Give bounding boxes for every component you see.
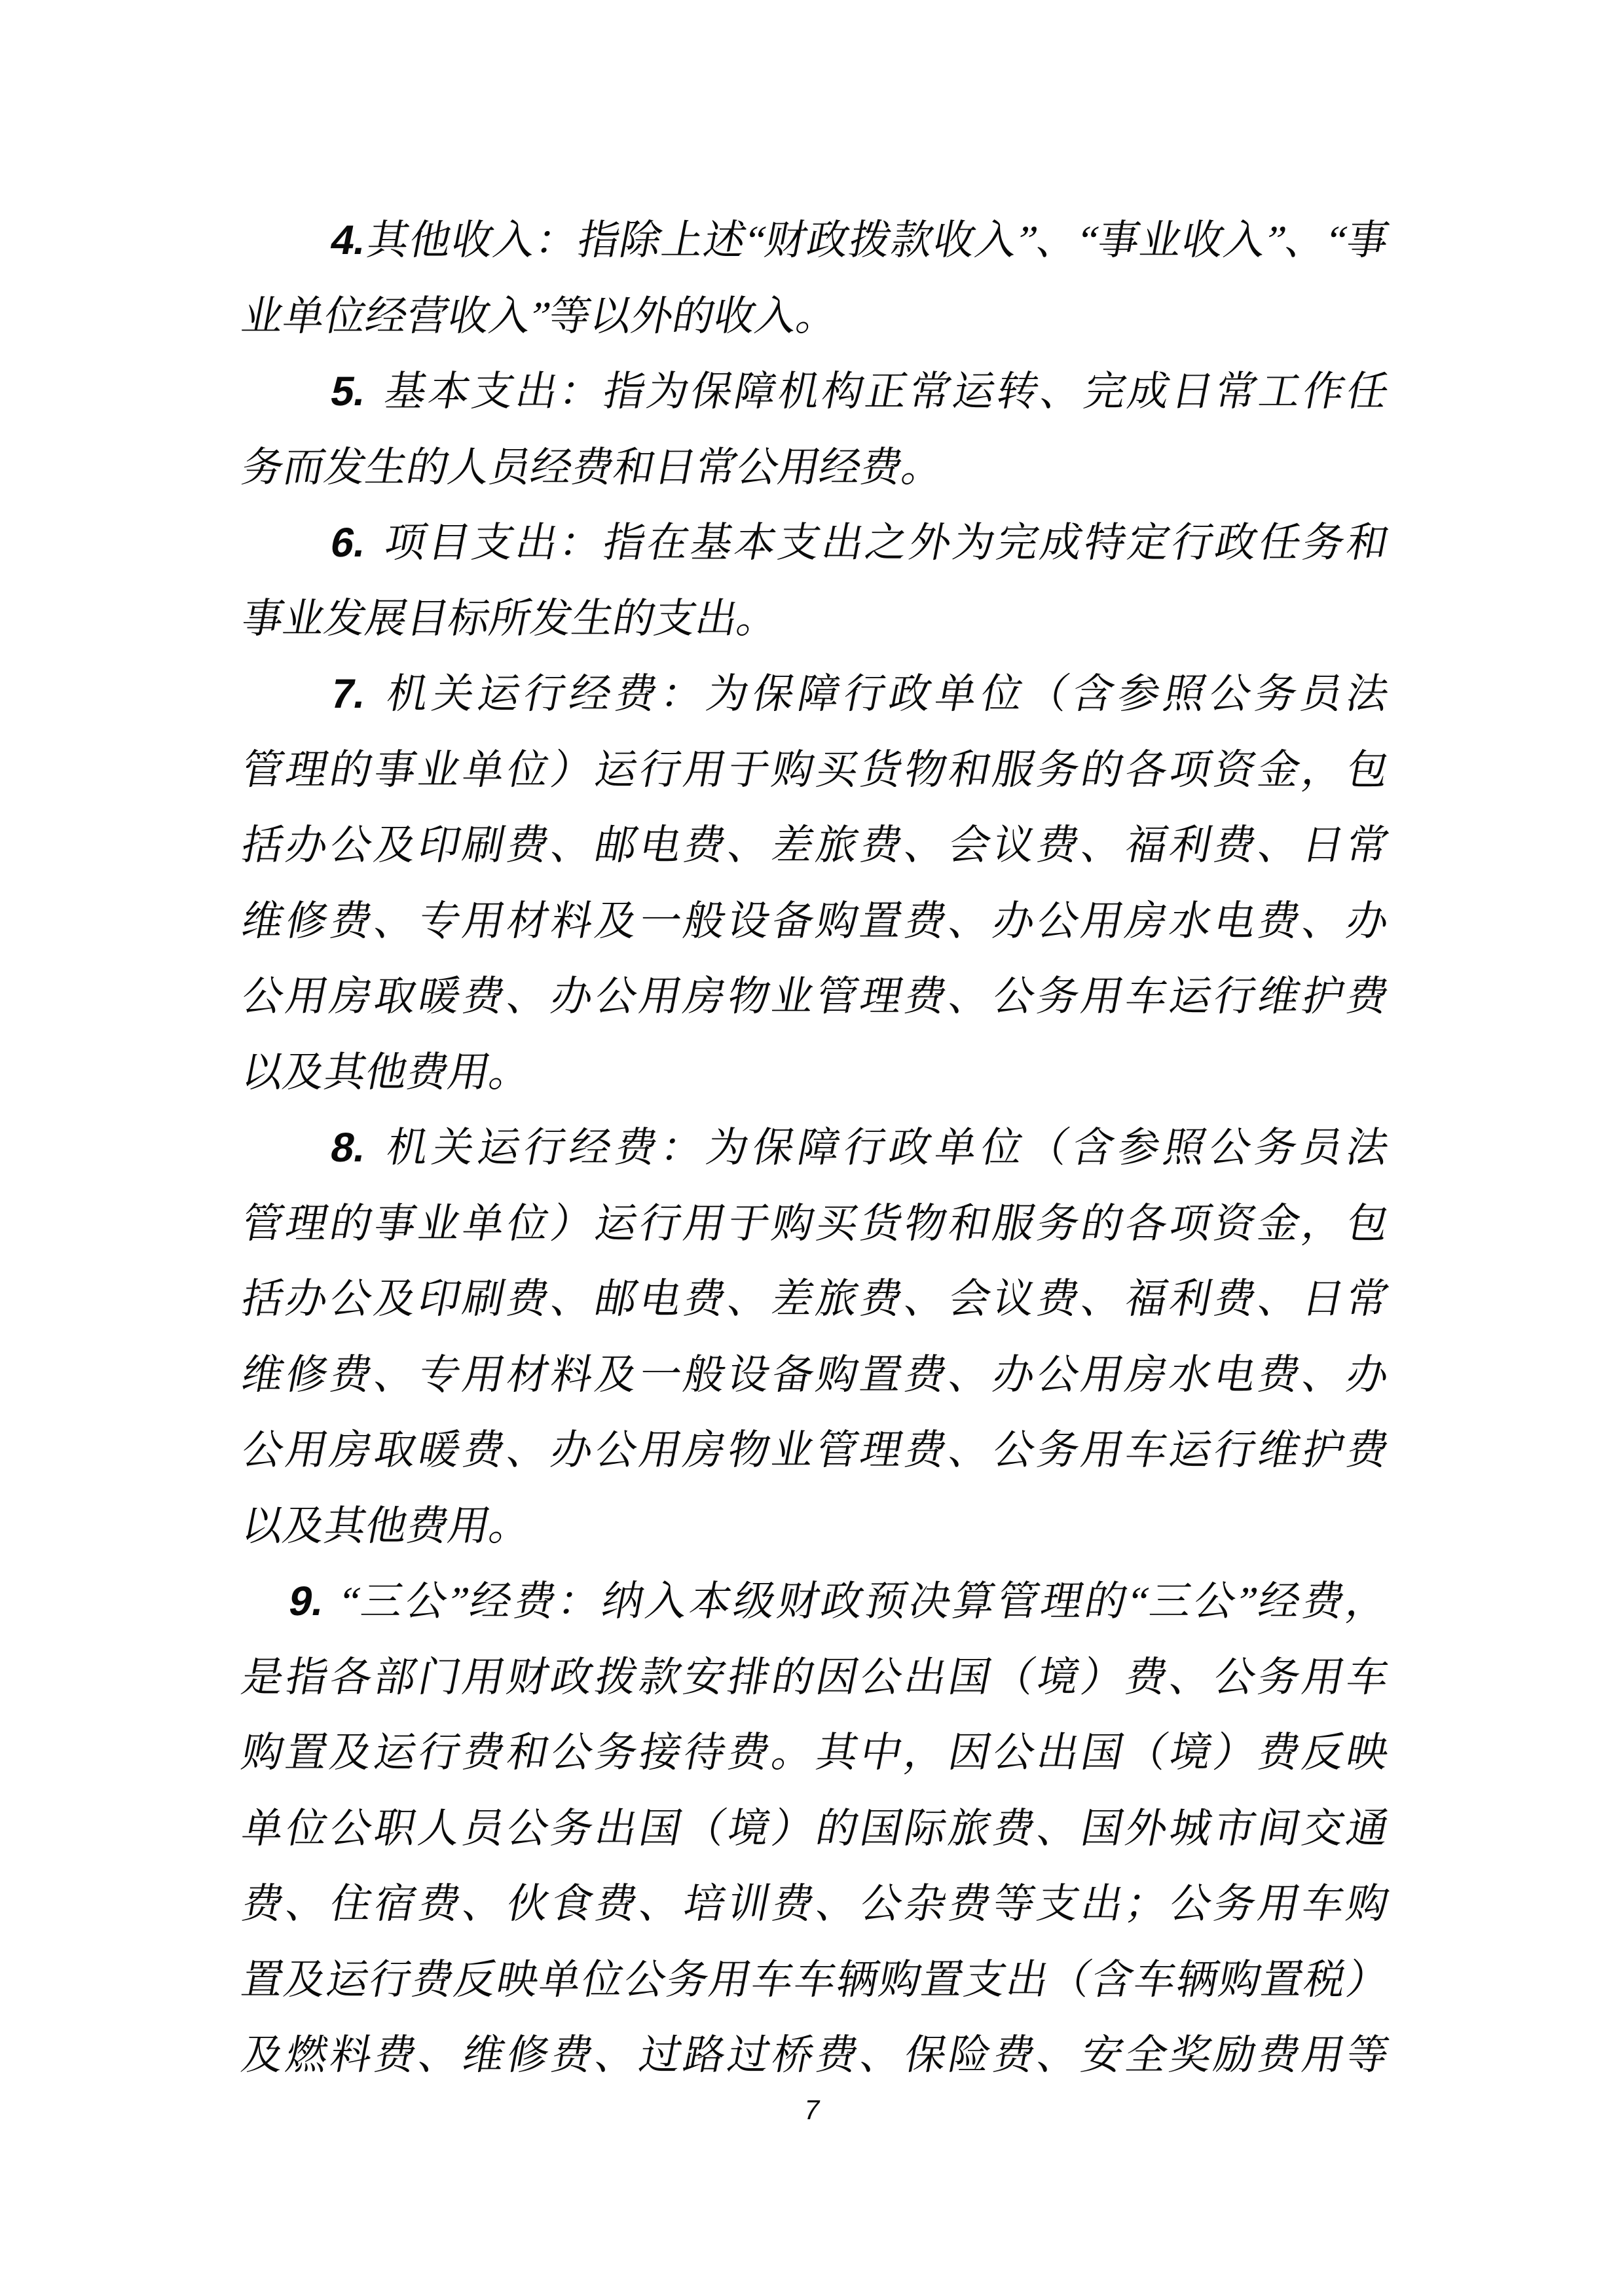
text-line <box>235 733 1395 809</box>
text-line <box>235 2018 1395 2094</box>
text-line <box>235 1867 1395 1942</box>
line-text: 务而发生的人员经费和日常公用经费。 <box>238 444 948 490</box>
line-text: 购置及运行费和公务接待费。其中，因公出国（境）费反映 <box>238 1730 1393 1776</box>
line-text: 维修费、专用材料及一般设备购置费、办公用房水电费、办 <box>238 1351 1393 1398</box>
text-line <box>235 1338 1395 1413</box>
line-text: 基本支出：指为保障机构正常运转、完成日常工作任 <box>378 369 1393 414</box>
list-number: 9. <box>285 1578 329 1624</box>
list-number: 8. <box>327 1125 371 1171</box>
line-text: 机关运行经费：为保障行政单位（含参照公务员法 <box>378 671 1393 717</box>
text-line <box>235 203 1395 279</box>
line-text: 以及其他费用。 <box>238 1503 536 1549</box>
line-text: 管理的事业单位）运行用于购买货物和服务的各项资金，包 <box>238 746 1393 793</box>
text-line <box>235 1791 1395 1867</box>
text-line <box>235 430 1395 506</box>
line-text: 项目支出：指在基本支出之外为完成特定行政任务和 <box>378 520 1393 566</box>
line-text: “三公”经费：纳入本级财政预决算管理的“三公”经费， <box>336 1578 1393 1624</box>
text-line <box>235 1564 1395 1640</box>
list-number: 6. <box>327 520 371 566</box>
line-text: 业单位经营收入”等以外的收入。 <box>238 293 843 339</box>
list-number: 7. <box>327 671 371 717</box>
text-line <box>235 1035 1395 1111</box>
line-text: 是指各部门用财政拨款安排的因公出国（境）费、公务用车 <box>238 1654 1393 1700</box>
line-text: 其他收入：指除上述“财政拨款收入”、“事业收入”、“事 <box>362 217 1393 263</box>
line-text: 及燃料费、维修费、过路过桥费、保险费、安全奖励费用等 <box>238 2032 1393 2078</box>
body-text <box>238 203 1393 2094</box>
line-text: 单位公职人员公务出国（境）的国际旅费、国外城市间交通 <box>238 1805 1393 1851</box>
text-line <box>235 884 1395 960</box>
text-line <box>235 1489 1395 1565</box>
line-text: 括办公及印刷费、邮电费、差旅费、会议费、福利费、日常 <box>238 1276 1393 1322</box>
text-line <box>235 1110 1395 1186</box>
page-number: 7 <box>801 2094 823 2125</box>
line-text: 公用房取暖费、办公用房物业管理费、公务用车运行维护费 <box>238 974 1393 1019</box>
text-line <box>235 1942 1395 2018</box>
text-line <box>235 279 1395 355</box>
text-line <box>235 657 1395 733</box>
list-number: 4. <box>327 217 371 263</box>
line-text: 维修费、专用材料及一般设备购置费、办公用房水电费、办 <box>238 898 1393 944</box>
line-text: 机关运行经费：为保障行政单位（含参照公务员法 <box>378 1125 1393 1171</box>
text-line <box>235 1262 1395 1338</box>
line-text: 事业发展目标所发生的支出。 <box>238 595 783 642</box>
text-line <box>235 1413 1395 1489</box>
line-text: 费、住宿费、伙食费、培训费、公杂费等支出；公务用车购 <box>238 1881 1393 1927</box>
text-line <box>235 959 1395 1035</box>
list-number: 5. <box>327 369 371 414</box>
line-text: 管理的事业单位）运行用于购买货物和服务的各项资金，包 <box>238 1200 1393 1247</box>
text-line <box>235 581 1395 657</box>
text-line <box>235 354 1395 430</box>
line-text: 置及运行费反映单位公务用车车辆购置支出（含车辆购置税） <box>238 1956 1393 2003</box>
line-text: 以及其他费用。 <box>238 1049 536 1095</box>
text-line <box>235 1186 1395 1262</box>
line-text: 括办公及印刷费、邮电费、差旅费、会议费、福利费、日常 <box>238 822 1393 868</box>
text-line <box>235 505 1395 581</box>
line-text: 公用房取暖费、办公用房物业管理费、公务用车运行维护费 <box>238 1427 1393 1473</box>
text-line <box>235 1640 1395 1716</box>
text-line <box>235 808 1395 884</box>
text-line <box>235 1715 1395 1791</box>
